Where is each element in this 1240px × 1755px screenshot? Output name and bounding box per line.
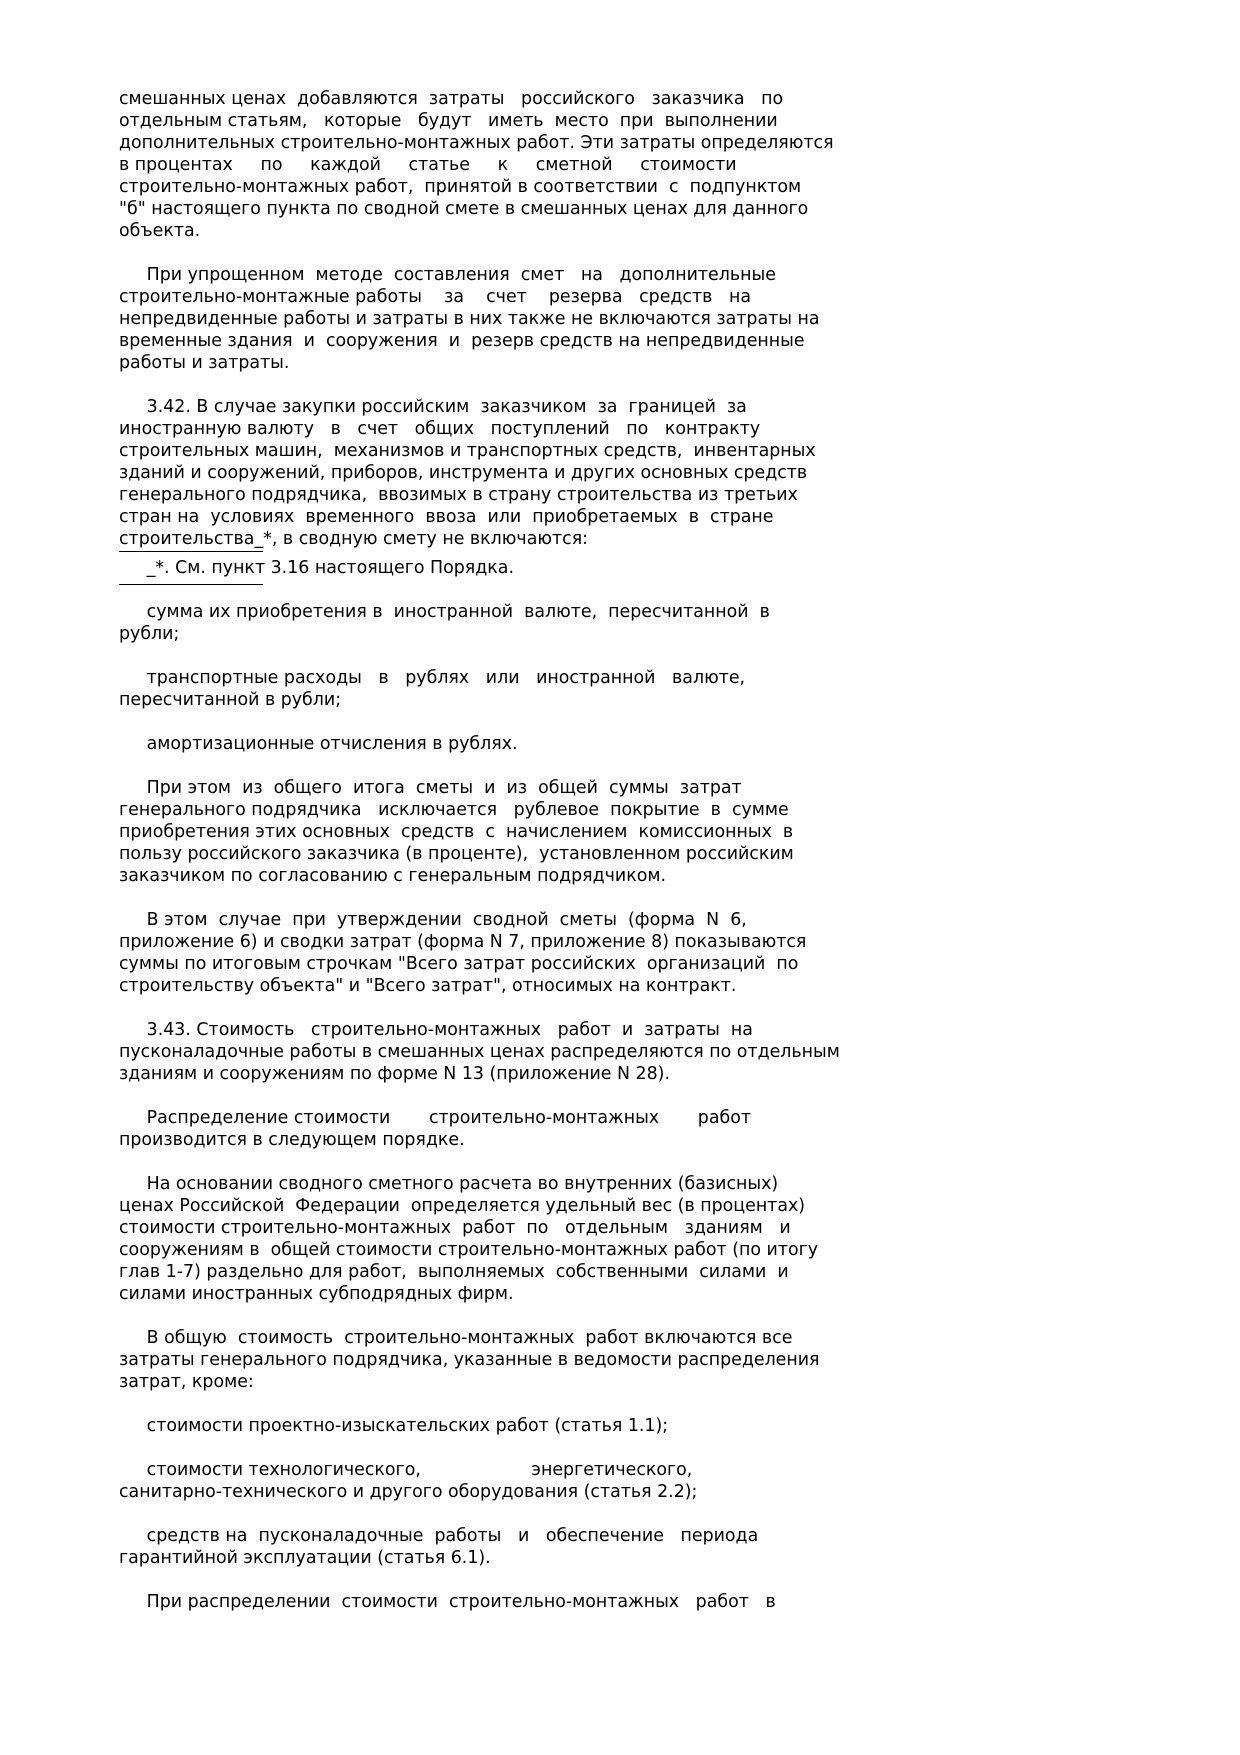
paragraph [119, 1107, 1119, 1151]
text-line: При этом из общего итога сметы и из общей суммы затрат [119, 778, 742, 798]
text-line: производится в следующем порядке. [119, 1130, 465, 1150]
text-line: стоимости строительно-монтажных работ по отдельным зданиям и [119, 1218, 791, 1238]
paragraph [119, 1525, 1119, 1569]
text-line: При распределении стоимости строительно-монтажных работ в [119, 1592, 776, 1612]
text-line: отдельным статьям, которые будут иметь место при выполнении [119, 111, 778, 131]
text-line: санитарно-технического и другого оборудования (статья 2.2); [119, 1482, 698, 1502]
paragraph [119, 601, 1119, 645]
text-line: В общую стоимость строительно-монтажных работ включаются все [119, 1328, 793, 1348]
text-line: строительных машин, механизмов и транспортных средств, инвентарных [119, 441, 816, 461]
text-line: стоимости технологического, энергетического, [119, 1460, 693, 1480]
text-line: стран на условиях временного ввоза или приобретаемых в стране [119, 507, 774, 527]
paragraph [119, 667, 1119, 711]
text-line: силами иностранных субподрядных фирм. [119, 1284, 514, 1304]
text-line: стоимости проектно-изыскательских работ (статья 1.1); [119, 1416, 669, 1436]
text-line: объекта. [119, 221, 201, 241]
paragraph [119, 264, 1119, 374]
paragraph [119, 396, 1119, 550]
text-line: глав 1-7) раздельно для работ, выполняемых собственными силами и [119, 1262, 789, 1282]
text-line: сооружениям в общей стоимости строительно-монтажных работ (по итогу [119, 1240, 819, 1260]
text-line: заказчиком по согласованию с генеральным подрядчиком. [119, 866, 667, 886]
text-line: пересчитанной в рубли; [119, 690, 342, 710]
text-line: сумма их приобретения в иностранной валюте, пересчитанной в [119, 602, 770, 622]
paragraph [119, 1173, 1119, 1305]
text-section-main [119, 88, 1119, 550]
text-line: смешанных ценах добавляются затраты российского заказчика по [119, 89, 784, 109]
text-line: приложение 6) и сводки затрат (форма N 7, приложение 8) показываются [119, 932, 807, 952]
paragraph [119, 1415, 1119, 1437]
text-line: строительства_*, в сводную смету не включаются: [119, 529, 589, 549]
paragraph [119, 777, 1119, 887]
text-line: зданиям и сооружениям по форме N 13 (приложение N 28). [119, 1064, 670, 1084]
paragraph [119, 1327, 1119, 1393]
text-line: непредвиденные работы и затраты в них также не включаются затраты на [119, 309, 820, 329]
text-line: "б" настоящего пункта по сводной смете в смешанных ценах для данного [119, 199, 809, 219]
text-section-continued [119, 601, 1119, 1613]
text-line: рубли; [119, 624, 180, 644]
text-line: ценах Российской Федерации определяется удельный вес (в процентах) [119, 1196, 806, 1216]
text-line: строительству объекта" и "Всего затрат", относимых на контракт. [119, 976, 737, 996]
text-line: работы и затраты. [119, 353, 290, 373]
text-line: 3.43. Стоимость строительно-монтажных работ и затраты на [119, 1020, 753, 1040]
text-line: гарантийной эксплуатации (статья 6.1). [119, 1548, 491, 1568]
text-line: затраты генерального подрядчика, указанные в ведомости распределения [119, 1350, 820, 1370]
text-line: генерального подрядчика исключается рублевое покрытие в сумме [119, 800, 789, 820]
text-line: пользу российского заказчика (в проценте), установленном российским [119, 844, 794, 864]
paragraph [119, 88, 1119, 242]
paragraph [119, 909, 1119, 997]
text-line: иностранную валюту в счет общих поступлений по контракту [119, 419, 761, 439]
text-line: строительно-монтажных работ, принятой в соответствии с подпунктом [119, 177, 802, 197]
text-line: суммы по итоговым строчкам "Всего затрат российских организаций по [119, 954, 799, 974]
text-line: средств на пусконаладочные работы и обеспечение периода [119, 1526, 759, 1546]
paragraph [119, 1459, 1119, 1503]
paragraph [119, 1019, 1119, 1085]
text-line: В этом случае при утверждении сводной сметы (форма N 6, [119, 910, 747, 930]
footnote-divider-top [119, 551, 263, 552]
text-line: пусконаладочные работы в смешанных ценах распределяются по отдельным [119, 1042, 840, 1062]
text-line: в процентах по каждой статье к сметной стоимости [119, 155, 737, 175]
text-line: генерального подрядчика, ввозимых в страну строительства из третьих [119, 485, 798, 505]
text-line: строительно-монтажные работы за счет резерва средств на [119, 287, 751, 307]
text-line: временные здания и сооружения и резерв средств на непредвиденные [119, 331, 805, 351]
paragraph [119, 733, 1119, 755]
text-line: дополнительных строительно-монтажных работ. Эти затраты определяются [119, 133, 834, 153]
text-line: приобретения этих основных средств с начислением комиссионных в [119, 822, 794, 842]
text-line: затрат, кроме: [119, 1372, 254, 1392]
text-line: амортизационные отчисления в рублях. [119, 734, 518, 754]
footnote-text: _*. См. пункт 3.16 настоящего Порядка. [119, 558, 514, 578]
text-line: зданий и сооружений, приборов, инструмента и других основных средств [119, 463, 808, 483]
text-line: 3.42. В случае закупки российским заказчиком за границей за [119, 397, 747, 417]
document-page [119, 88, 1119, 1613]
text-line: На основании сводного сметного расчета во внутренних (базисных) [119, 1174, 779, 1194]
text-line: транспортные расходы в рублях или иностранной валюте, [119, 668, 746, 688]
text-line: Распределение стоимости строительно-монтажных работ [119, 1108, 751, 1128]
paragraph [119, 1591, 1119, 1613]
text-line: При упрощенном методе составления смет на дополнительные [119, 265, 776, 285]
